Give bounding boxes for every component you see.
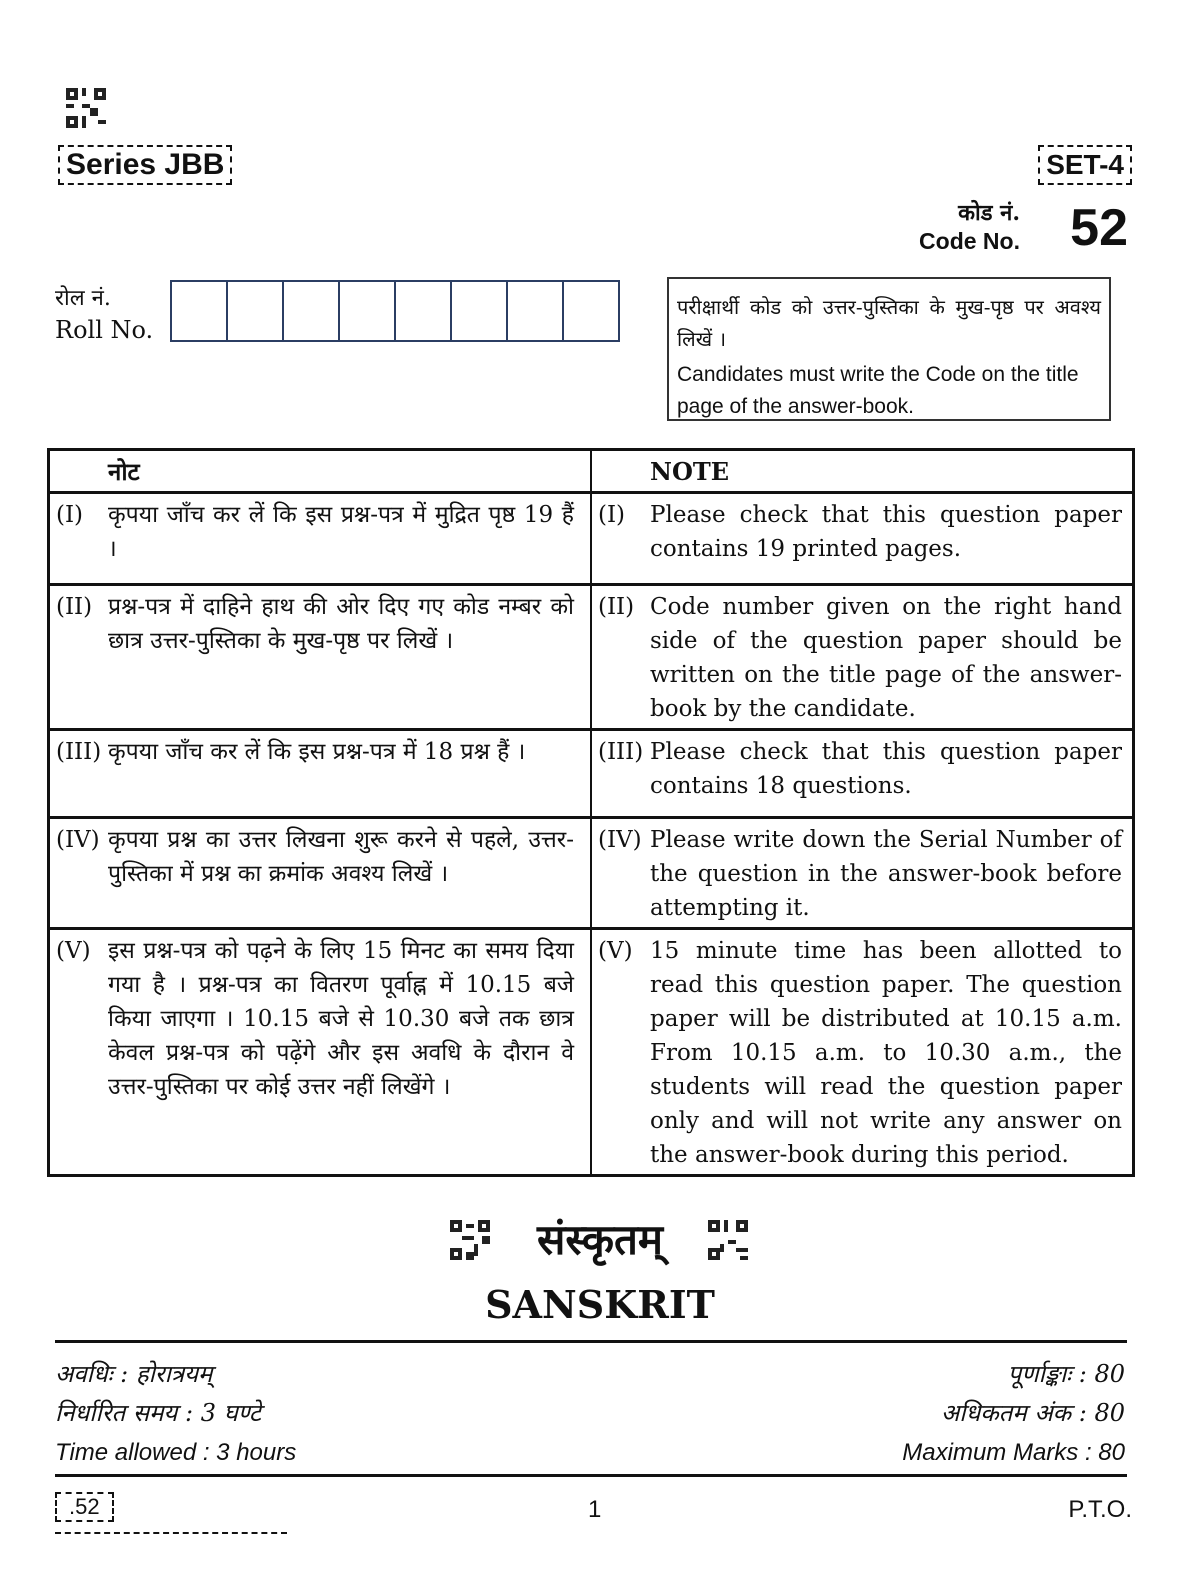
roll-digit-box[interactable] — [452, 282, 508, 340]
note-text-hindi: प्रश्न-पत्र में दाहिने हाथ की ओर दिए गए कोड नम्बर को छात्र उत्तर-पुस्तिका के मुख-पृष्ठ पर लिखें । — [108, 594, 574, 654]
candidate-notice — [667, 277, 1111, 421]
note-row — [49, 493, 1134, 585]
roll-digit-box[interactable] — [564, 282, 618, 340]
qr-code-icon — [66, 88, 106, 128]
note-text: 15 minute time has been allotted to read this question paper. The question paper will be distributed at 10.15 a.m. From 10.15 a.m. to 10.30 a.m., the students will read the question paper only and will not write any answer on the answer-book during this period. — [650, 938, 1122, 1168]
roll-digit-box[interactable] — [228, 282, 284, 340]
note-text-hindi: कृपया प्रश्न का उत्तर लिखना शुरू करने से पहले, उत्तर-पुस्तिका में प्रश्न का क्रमांक अवश्य लिखें । — [108, 827, 574, 887]
time-info — [55, 1355, 296, 1472]
roll-digit-box[interactable] — [172, 282, 228, 340]
notice-text-hindi: परीक्षार्थी कोड को उत्तर-पुस्तिका के मुख-पृष्ठ पर अवश्य लिखें । — [677, 295, 1101, 351]
series-label: Series JBB — [58, 145, 232, 185]
notes-table — [47, 448, 1135, 1177]
pto-label: P.T.O. — [1068, 1496, 1132, 1523]
duration-hindi: निर्धारित समय : 3 घण्टे — [55, 1399, 262, 1427]
marks-info — [902, 1355, 1125, 1472]
duration: Time allowed : 3 hours — [55, 1439, 297, 1466]
qr-code-icon — [708, 1220, 748, 1260]
roll-label: Roll No. — [55, 316, 154, 344]
duration-sanskrit: अवधिः : होरात्रयम् — [55, 1360, 213, 1388]
code-label-hindi: कोड नं. — [958, 200, 1020, 226]
note-row — [49, 585, 1134, 730]
divider — [55, 1474, 1127, 1477]
set-label: SET-4 — [1038, 145, 1132, 185]
marks-hindi: अधिकतम अंक : 80 — [940, 1399, 1125, 1427]
roll-digit-box[interactable] — [284, 282, 340, 340]
code-number: 52 — [1070, 199, 1128, 257]
divider — [55, 1340, 1127, 1343]
footer-code: .52 — [55, 1492, 114, 1522]
roll-number-boxes[interactable] — [170, 280, 620, 342]
note-text-hindi: कृपया जाँच कर लें कि इस प्रश्न-पत्र में मुद्रित पृष्ठ 19 हैं । — [108, 502, 574, 562]
notes-header-row — [49, 450, 1134, 493]
note-number: (V) — [56, 938, 91, 964]
note-number: (II) — [598, 594, 635, 620]
note-text: Please write down the Serial Number of the question in the answer-book before attempting it. — [650, 827, 1122, 921]
note-number: (V) — [598, 938, 633, 964]
note-text: Please check that this question paper contains 18 questions. — [650, 739, 1122, 799]
note-row — [49, 929, 1134, 1176]
note-number: (III) — [56, 739, 102, 765]
note-text: Please check that this question paper contains 19 printed pages. — [650, 502, 1122, 562]
note-row — [49, 730, 1134, 818]
roll-label-hindi: रोल नं. — [55, 286, 111, 311]
note-text-hindi: कृपया जाँच कर लें कि इस प्रश्न-पत्र में 18 प्रश्न हैं । — [108, 739, 526, 765]
maximum-marks: Maximum Marks : 80 — [902, 1439, 1125, 1466]
footer-underline — [55, 1532, 287, 1534]
note-number: (IV) — [56, 827, 100, 853]
subject-title-hindi: संस्कृतम् — [536, 1215, 664, 1264]
note-number: (I) — [56, 502, 84, 528]
page-number: 1 — [588, 1496, 602, 1523]
roll-digit-box[interactable] — [508, 282, 564, 340]
notes-header: NOTE — [650, 457, 729, 486]
note-number: (III) — [598, 739, 644, 765]
note-row — [49, 818, 1134, 929]
note-number: (II) — [56, 594, 93, 620]
note-text: Code number given on the right hand side of the question paper should be written on the title page of the answer-book by the candidate. — [650, 594, 1122, 722]
note-text-hindi: इस प्रश्न-पत्र को पढ़ने के लिए 15 मिनट का समय दिया गया है । प्रश्न-पत्र का वितरण पूर्वाह्न में 10.15 बजे किया जाएगा । 10.15 बजे से 10.30 बजे तक छात्र केवल प्रश्न-पत्र को पढ़ेंगे और इस अवधि के दौरान वे उत्तर-पुस्तिका पर कोई उत्तर नहीं लिखेंगे । — [108, 938, 574, 1100]
subject-title: SANSKRIT — [485, 1282, 715, 1327]
roll-digit-box[interactable] — [396, 282, 452, 340]
roll-digit-box[interactable] — [340, 282, 396, 340]
marks-sanskrit: पूर्णाङ्काः : 80 — [1007, 1360, 1125, 1388]
note-number: (IV) — [598, 827, 642, 853]
notes-header-hindi: नोट — [108, 457, 140, 486]
code-label: Code No. — [919, 228, 1020, 254]
notice-text: Candidates must write the Code on the title page of the answer-book. — [677, 363, 1079, 418]
note-number: (I) — [598, 502, 626, 528]
